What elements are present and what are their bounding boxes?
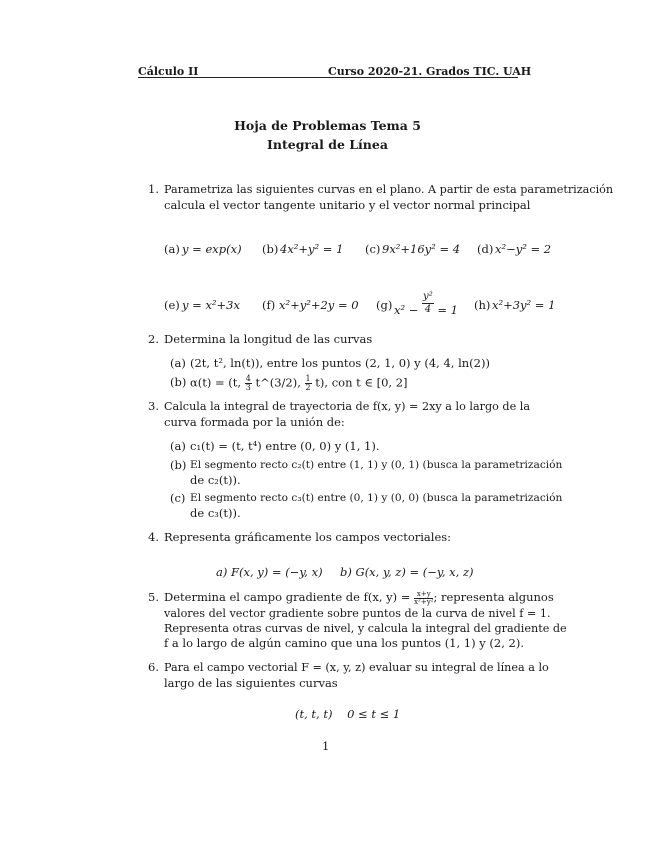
problem-1-number: 1. xyxy=(148,182,159,196)
header-info: Curso 2020-21. Grados TIC. UAH xyxy=(328,65,532,78)
problem-5-line1-post: ; representa algunos xyxy=(433,590,554,604)
item-g-num: y² xyxy=(423,291,433,302)
item-d-expr: x²−y² = 2 xyxy=(495,242,552,256)
problem-3-line2: curva formada por la unión de: xyxy=(164,415,345,429)
problem-5-line1 xyxy=(164,590,554,606)
problem-3b-line1: El segmento recto c₂(t) entre (1, 1) y (0, 1) (busca la parametrización xyxy=(190,459,563,471)
problem-4-intro: Representa gráficamente los campos vectoriales: xyxy=(164,530,452,544)
item-g-fraction xyxy=(422,291,434,316)
problem-3a-text: c₁(t) = (t, t⁴) entre (0, 0) y (1, 1). xyxy=(190,439,380,453)
problem-5-frac-num: x+y xyxy=(414,591,433,599)
problem-2b-frac1-den: 3 xyxy=(245,383,251,392)
problem-5-line1-pre: Determina el campo gradiente de f(x, y) = xyxy=(164,590,411,604)
problem-5-number: 5. xyxy=(148,590,159,604)
problem-3b-line2: de c₂(t)). xyxy=(190,473,241,487)
item-e-expr: y = x²+3x xyxy=(182,298,240,312)
problem-2b-pre: α(t) = (t, xyxy=(190,375,242,390)
item-a-expr: y = exp(x) xyxy=(182,242,242,256)
item-d-label: (d) xyxy=(477,242,494,256)
item-f-expr: x²+y²+2y = 0 xyxy=(279,298,359,312)
problem-3a-label: (a) xyxy=(170,439,186,453)
problem-3c-line1: El segmento recto c₃(t) entre (0, 1) y (0, 0) (busca la parametrización xyxy=(190,492,563,504)
item-c-expr: 9x²+16y² = 4 xyxy=(382,242,461,256)
problem-2-intro: Determina la longitud de las curvas xyxy=(164,332,373,346)
problem-3b-label: (b) xyxy=(170,458,187,472)
header-course: Cálculo II xyxy=(138,65,199,78)
item-c-label: (c) xyxy=(365,242,381,256)
item-g-expr xyxy=(394,289,458,317)
item-b-expr: 4x²+y² = 1 xyxy=(280,242,344,256)
item-e-label: (e) xyxy=(164,298,180,312)
item-g-label: (g) xyxy=(376,298,393,312)
problem-6-line2: largo de las siguientes curvas xyxy=(164,676,338,690)
page-subtitle: Integral de Línea xyxy=(267,137,388,152)
problem-2b-text xyxy=(190,375,408,392)
problem-6-line1: Para el campo vectorial F = (x, y, z) evaluar su integral de línea a lo xyxy=(164,661,549,674)
problem-2b-label: (b) xyxy=(170,375,187,389)
header-rule xyxy=(138,77,518,78)
item-g-post: = 1 xyxy=(437,302,458,317)
problem-3c-label: (c) xyxy=(170,491,186,505)
page-number: 1 xyxy=(322,739,330,753)
problem-4b-field: b) G(x, y, z) = (−y, x, z) xyxy=(340,565,474,579)
problem-1-line2: calcula el vector tangente unitario y el vector normal principal xyxy=(164,198,531,212)
problem-2-number: 2. xyxy=(148,332,159,346)
problem-2b-frac2-den: 2 xyxy=(305,383,311,392)
page-title: Hoja de Problemas Tema 5 xyxy=(234,118,421,133)
problem-4a-field: a) F(x, y) = (−y, x) xyxy=(216,565,323,579)
item-f-label: (f) xyxy=(262,298,276,312)
item-h-expr: x²+3y² = 1 xyxy=(492,298,556,312)
problem-6-number: 6. xyxy=(148,660,159,674)
problem-2b-frac1 xyxy=(245,375,252,392)
problem-2b-frac1-num: 4 xyxy=(245,374,251,383)
problem-5-line4: f a lo largo de algún camino que una los puntos (1, 1) y (2, 2). xyxy=(164,636,524,650)
item-b-label: (b) xyxy=(262,242,279,256)
problem-4-number: 4. xyxy=(148,530,159,544)
item-a-label: (a) xyxy=(164,242,180,256)
item-h-label: (h) xyxy=(474,298,491,312)
item-g-pre: x² − xyxy=(394,302,419,317)
problem-1-line1: Parametriza las siguientes curvas en el plano. A partir de esta parametrización xyxy=(164,183,614,196)
problem-3c-line2: de c₃(t)). xyxy=(190,506,241,520)
problem-5-fraction xyxy=(414,591,433,606)
problem-5-line3: Representa otras curvas de nivel, y calcula la integral del gradiente de xyxy=(164,622,567,635)
problem-2a-label: (a) xyxy=(170,356,186,370)
problem-2b-mid: t^(3/2), xyxy=(255,375,301,390)
problem-2b-frac2 xyxy=(305,375,312,392)
problem-5-line2: valores del vector gradiente sobre puntos de la curva de nivel f = 1. xyxy=(164,607,551,620)
problem-2b-frac2-num: 1 xyxy=(305,374,311,383)
problem-6-curve: (t, t, t) 0 ≤ t ≤ 1 xyxy=(295,707,401,721)
problem-3-line1: Calcula la integral de trayectoria de f(x, y) = 2xy a lo largo de la xyxy=(164,400,531,413)
item-g-den: 4 xyxy=(424,304,432,315)
problem-5-frac-den: x²+y² xyxy=(414,597,434,606)
problem-2a-text: (2t, t², ln(t)), entre los puntos (2, 1, 0) y (4, 4, ln(2)) xyxy=(190,356,490,370)
problem-2b-post: t), con t ∈ [0, 2] xyxy=(315,375,408,390)
problem-3-number: 3. xyxy=(148,399,159,413)
